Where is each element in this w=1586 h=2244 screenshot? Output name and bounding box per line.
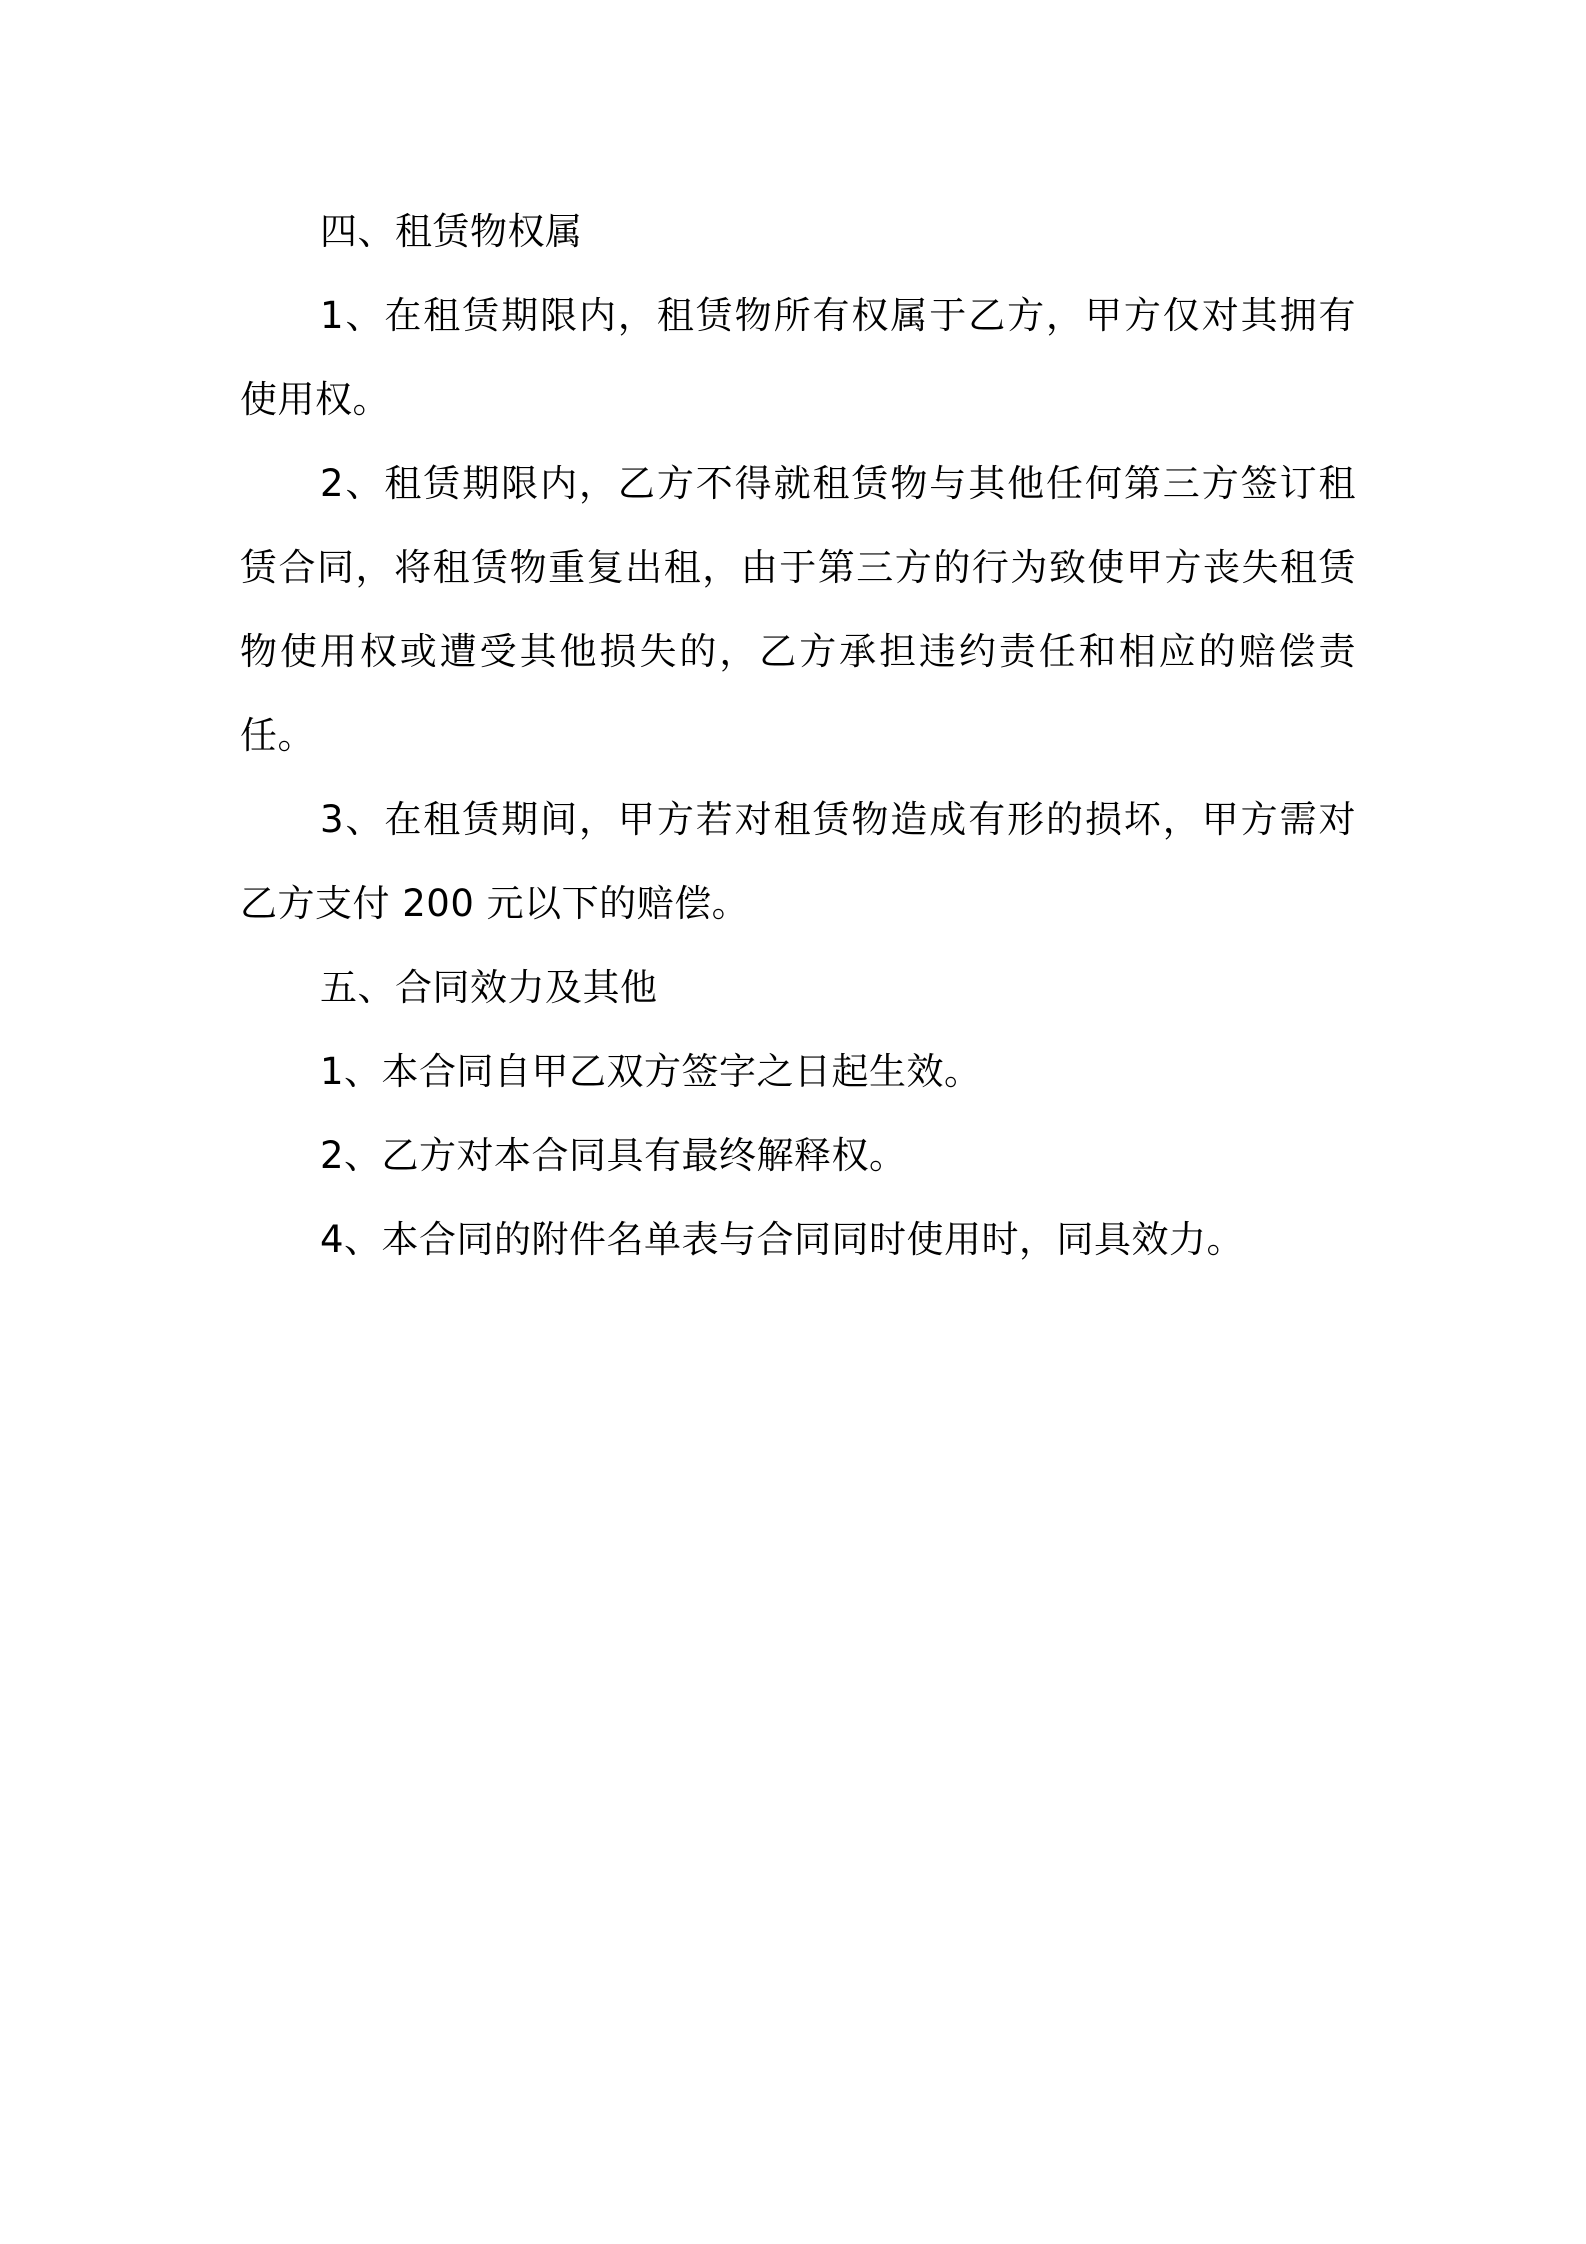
section-heading-ownership: 四、租赁物权属 [320, 210, 583, 253]
clause-validity-4: 4、本合同的附件名单表与合同同时使用时，同具效力。 [320, 1218, 1245, 1261]
clause-validity-1: 1、本合同自甲乙双方签字之日起生效。 [320, 1050, 982, 1093]
clause-validity-2: 2、乙方对本合同具有最终解释权。 [320, 1134, 907, 1177]
clause-ownership-1: 1、在租赁期限内，租赁物所有权属于乙方，甲方仅对其拥有使用权。 [240, 294, 1356, 421]
document-body [240, 190, 1356, 1282]
clause-ownership-3: 3、在租赁期间，甲方若对租赁物造成有形的损坏，甲方需对乙方支付 200 元以下的赔偿。 [240, 798, 1356, 925]
section-heading-validity: 五、合同效力及其他 [320, 966, 658, 1009]
clause-ownership-2: 2、租赁期限内，乙方不得就租赁物与其他任何第三方签订租赁合同，将租赁物重复出租，由于第三方的行为致使甲方丧失租赁物使用权或遭受其他损失的，乙方承担违约责任和相应的赔偿责任。 [240, 462, 1356, 757]
